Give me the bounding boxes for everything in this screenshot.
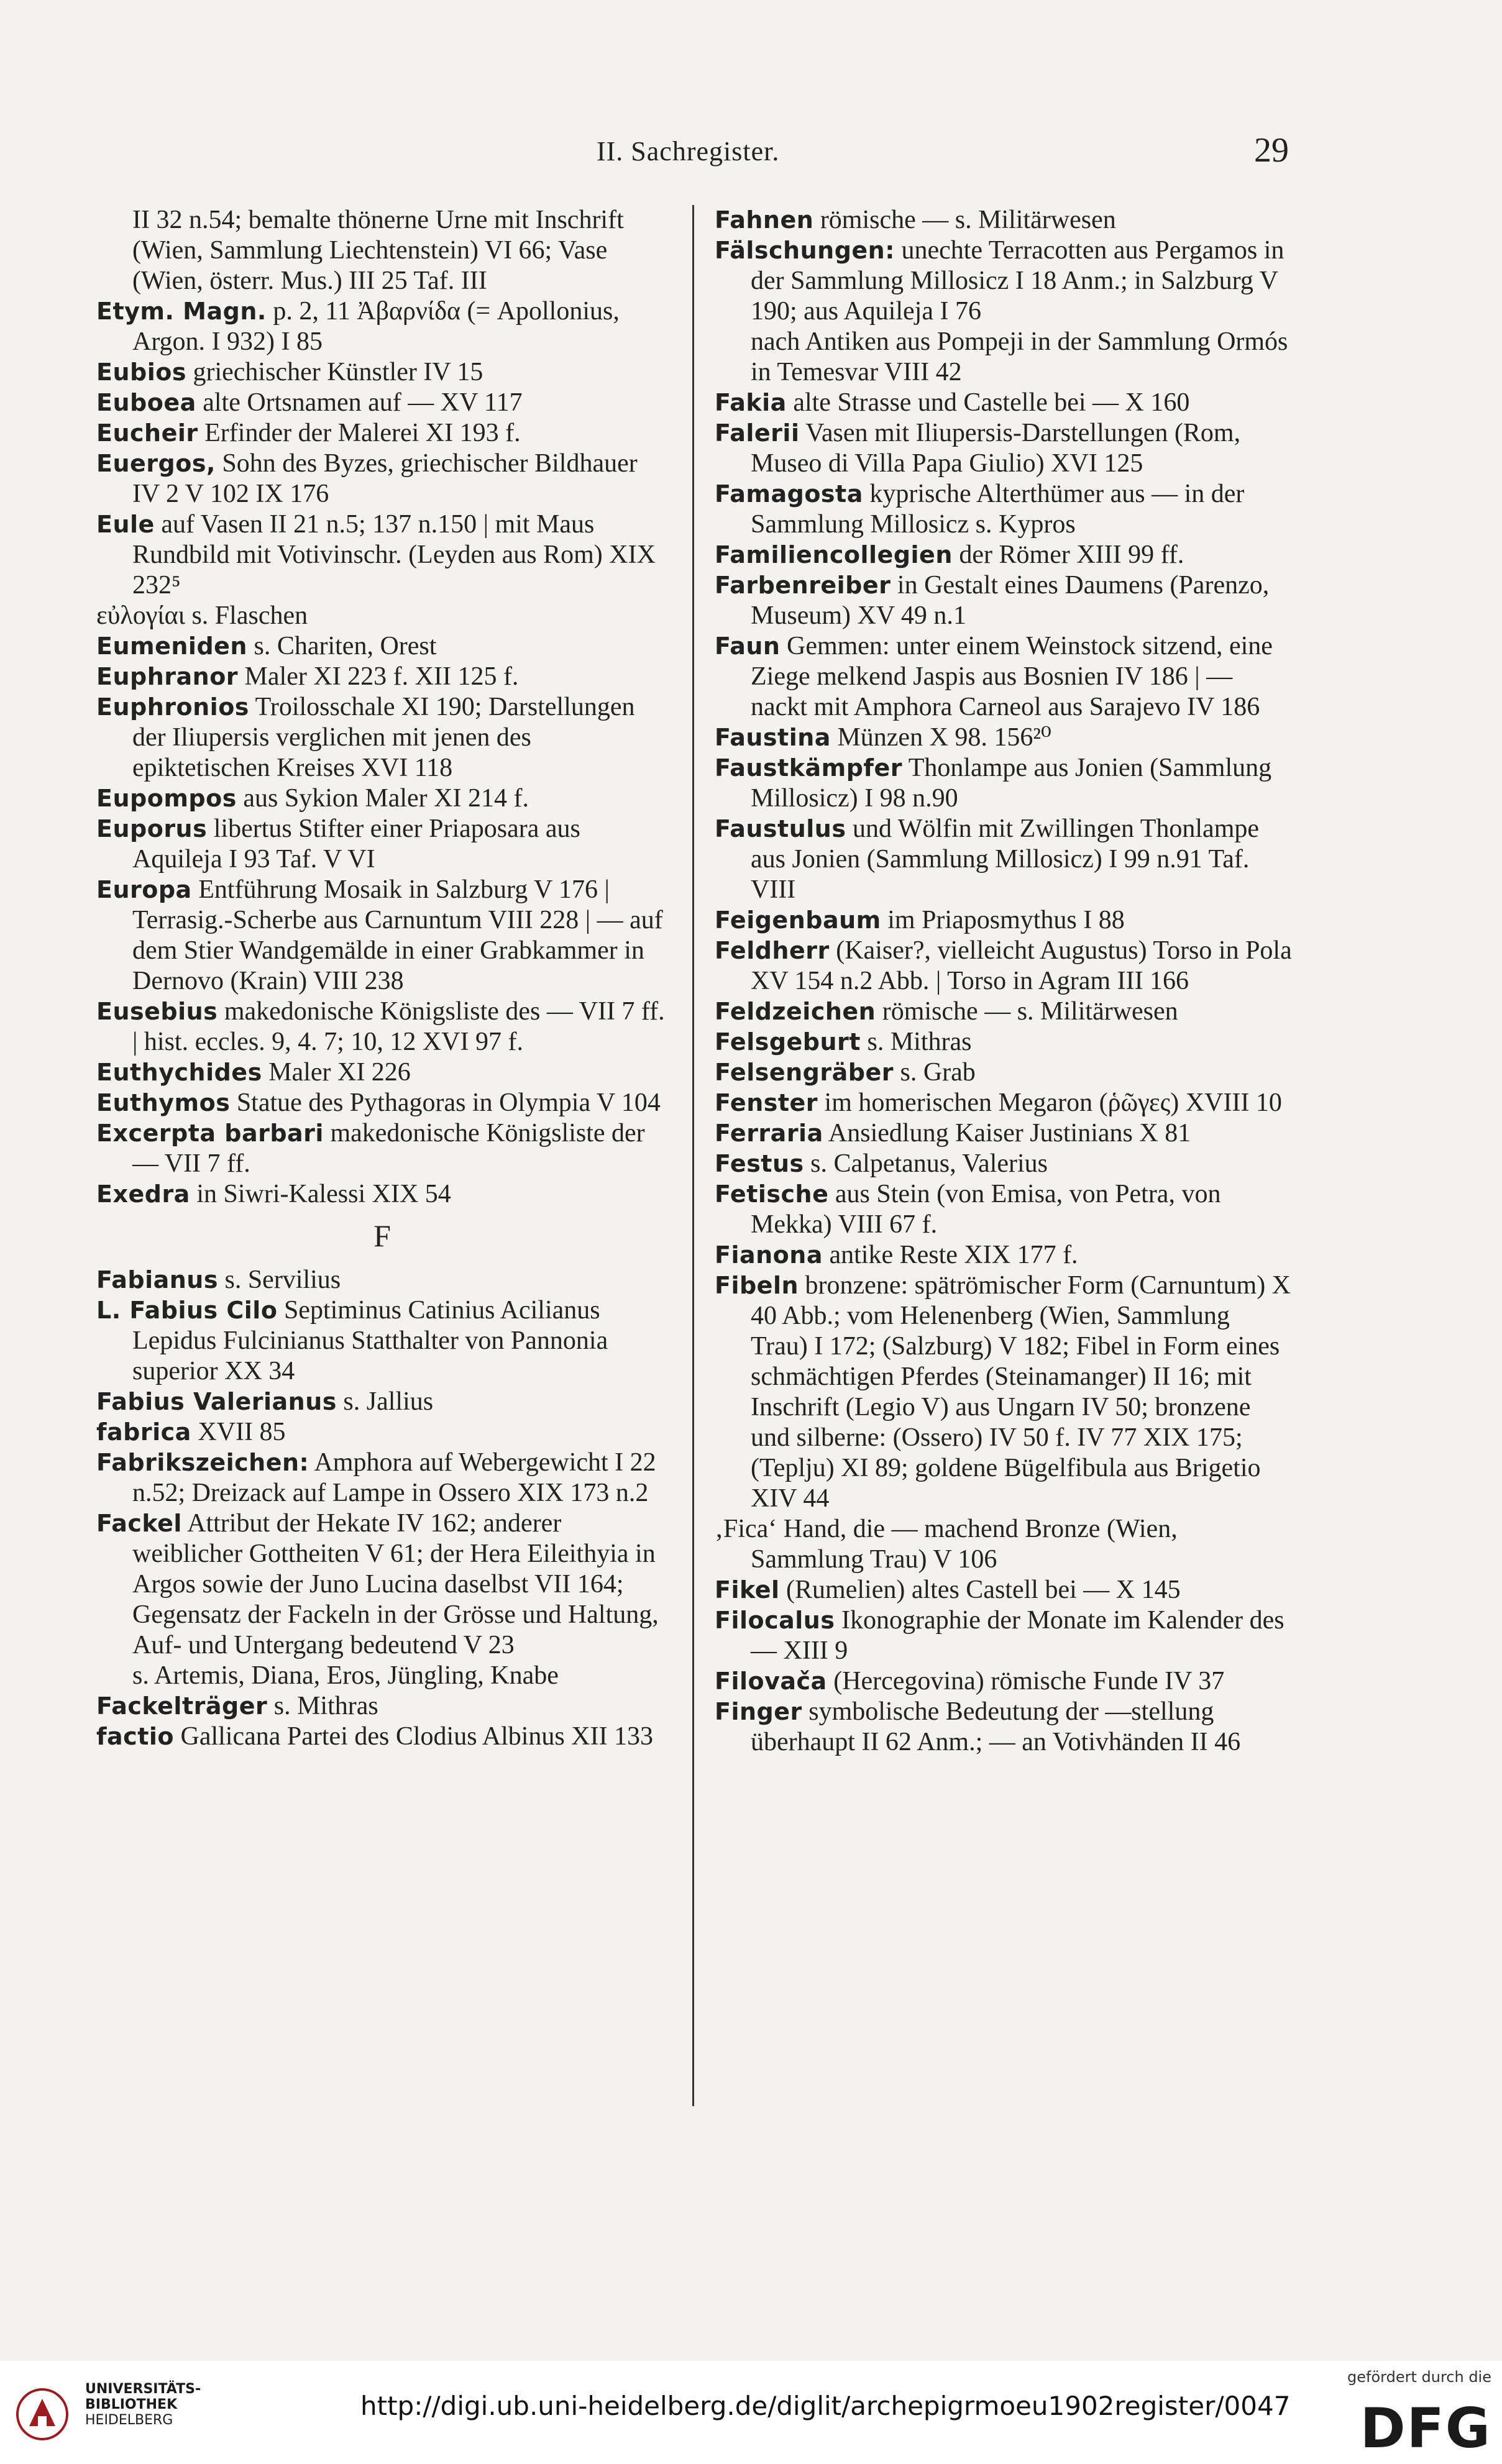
entry-headword: Felsengräber	[715, 1059, 894, 1086]
entry-references: Septiminus Catinius Acilianus Lepidus Fulcinianus Statthalter von Pannonia superior XX 34	[132, 1296, 608, 1385]
entry-headword: Faustulus	[715, 815, 846, 842]
entry-references: und Wölfin mit Zwillingen Thonlampe aus Jonien (Sammlung Millosicz) I 99 n.91 Taf. VIII	[751, 814, 1260, 904]
entry-references: alte Ortsnamen auf — XV 117	[203, 388, 523, 417]
column-divider	[692, 205, 694, 2106]
entry-headword: Fackel	[96, 1510, 182, 1537]
entry-headword: Feldzeichen	[715, 998, 876, 1025]
index-entry	[96, 631, 668, 662]
entry-references: makedonische Königsliste der — VII 7 ff.	[132, 1119, 645, 1178]
index-entry	[715, 1514, 1293, 1575]
index-entry	[715, 905, 1293, 936]
index-entry	[96, 1387, 668, 1417]
entry-references: griechischer Künstler IV 15	[193, 358, 483, 386]
entry-headword: fabrica	[96, 1418, 191, 1446]
entry-headword: Filocalus	[715, 1607, 835, 1634]
entry-references: Gallicana Partei des Clodius Albinus XII 133	[180, 1722, 654, 1751]
entry-headword: Euboea	[96, 389, 196, 416]
index-entry	[96, 1691, 668, 1722]
entry-references: s. Grab	[900, 1058, 976, 1087]
entry-references: II 32 n.54; bemalte thönerne Urne mit Inschrift (Wien, Sammlung Liechtenstein) VI 66; Vase (Wien, österr. Mus.) III 25 Taf. III	[132, 206, 624, 295]
entry-headword: Fenster	[715, 1089, 818, 1116]
index-entry	[715, 1575, 1293, 1605]
entry-references: Münzen X 98. 156²⁰	[837, 723, 1051, 752]
entry-references: in Siwri-Kalessi XIX 54	[196, 1180, 451, 1208]
entry-headword: Feigenbaum	[715, 906, 881, 934]
entry-headword: Eucheir	[96, 419, 198, 447]
entry-headword: Felsgeburt	[715, 1028, 861, 1056]
index-entry	[715, 997, 1293, 1027]
entry-references: s. Mithras	[867, 1028, 972, 1056]
index-entry	[96, 1118, 668, 1179]
index-entry	[96, 662, 668, 692]
entry-references: nach Antiken aus Pompeji in der Sammlung Ormós in Temesvar VIII 42	[751, 327, 1288, 386]
index-entry	[715, 1605, 1293, 1666]
entry-references: p. 2, 11 Ἀβαρνίδα (= Apollonius, Argon. I 932) I 85	[132, 297, 620, 356]
index-entry	[715, 1057, 1293, 1088]
entry-references: Thonlampe aus Jonien (Sammlung Millosicz) I 98 n.90	[751, 754, 1272, 813]
index-entry	[715, 205, 1293, 235]
index-entry	[715, 814, 1293, 905]
entry-headword: Fibeln	[715, 1272, 799, 1299]
index-entry	[715, 1179, 1293, 1240]
entry-references: s. Chariten, Orest	[254, 632, 437, 660]
entry-headword: Fabrikszeichen:	[96, 1449, 309, 1476]
entry-headword: Fälschungen:	[715, 237, 895, 264]
entry-references: (Kaiser?, vielleicht Augustus) Torso in Pola XV 154 n.2 Abb. | Torso in Agram III 166	[751, 936, 1292, 995]
index-entry	[715, 479, 1293, 540]
entry-references: XVII 85	[198, 1418, 286, 1446]
entry-references: (Hercegovina) römische Funde IV 37	[833, 1667, 1225, 1695]
index-entry	[715, 327, 1293, 388]
index-entry	[715, 570, 1293, 631]
funded-by-label: gefördert durch die	[1347, 2368, 1491, 2386]
entry-headword: Euphranor	[96, 663, 239, 690]
index-entry	[715, 1149, 1293, 1179]
entry-references: s. Mithras	[273, 1692, 378, 1720]
index-entry	[715, 1027, 1293, 1057]
entry-references: Ansiedlung Kaiser Justinians X 81	[828, 1119, 1191, 1148]
entry-references: in Gestalt eines Daumens (Parenzo, Museum) XV 49 n.1	[751, 571, 1270, 630]
entry-references: s. Jallius	[343, 1387, 434, 1416]
entry-headword: Eumeniden	[96, 632, 247, 660]
entry-references: Troilosschale XI 190; Darstellungen der Iliupersis verglichen mit jenen des epiktetischen Kreises XVI 118	[132, 693, 635, 782]
entry-headword: Excerpta barbari	[96, 1120, 324, 1147]
entry-references: Vasen mit Iliupersis-Darstellungen (Rom, Museo di Villa Papa Giulio) XVI 125	[751, 419, 1241, 478]
page-number: 29	[1254, 131, 1289, 170]
index-entry	[96, 1417, 668, 1448]
entry-headword: Fakia	[715, 389, 787, 416]
index-entry	[96, 1508, 668, 1661]
institution-name	[85, 2381, 201, 2428]
entry-references: Sohn des Byzes, griechischer Bildhauer IV 2 V 102 IX 176	[132, 449, 638, 508]
index-entry	[96, 388, 668, 418]
entry-headword: Feldherr	[715, 937, 830, 964]
entry-references: aus Stein (von Emisa, von Petra, von Mekka) VIII 67 f.	[751, 1180, 1221, 1239]
entry-references: s. Servilius	[224, 1266, 341, 1294]
index-entry	[96, 205, 668, 296]
digitization-footer	[0, 2361, 1502, 2464]
index-entry	[96, 814, 668, 875]
index-entry	[715, 723, 1293, 753]
entry-headword: Euthychides	[96, 1059, 262, 1086]
entry-references: kyprische Alterthümer aus — in der Sammlung Millosicz s. Kypros	[751, 480, 1245, 539]
entry-headword: factio	[96, 1723, 174, 1750]
entry-references: Maler XI 223 f. XII 125 f.	[244, 662, 519, 691]
entry-references: ‚Fica‘ Hand, die — machend Bronze (Wien, Sammlung Trau) V 106	[715, 1515, 1178, 1574]
entry-headword: Euphronios	[96, 693, 249, 721]
index-entry	[715, 235, 1293, 327]
entry-headword: Falerii	[715, 419, 800, 447]
entry-headword: Faun	[715, 632, 781, 660]
entry-headword: Eupompos	[96, 785, 237, 812]
index-column-left	[96, 205, 668, 1752]
index-entry	[96, 1661, 668, 1691]
dfg-funding-logo[interactable]	[1317, 2368, 1491, 2460]
institution-line: BIBLIOTHEK	[85, 2397, 178, 2412]
entry-references: aus Sykion Maler XI 214 f.	[243, 784, 529, 813]
entry-references: Ikonographie der Monate im Kalender des — XIII 9	[751, 1606, 1284, 1665]
entry-headword: Fikel	[715, 1576, 780, 1604]
entry-headword: Euporus	[96, 815, 208, 842]
entry-headword: Famagosta	[715, 480, 863, 508]
index-entry	[715, 1271, 1293, 1514]
entry-references: Amphora auf Webergewicht I 22 n.52; Dreizack auf Lampe in Ossero XIX 173 n.2	[132, 1448, 656, 1507]
index-entry	[715, 1088, 1293, 1118]
entry-references: Statue des Pythagoras in Olympia V 104	[236, 1088, 661, 1117]
index-entry	[96, 357, 668, 388]
entry-headword: Europa	[96, 876, 192, 903]
running-head: II. Sachregister.	[597, 136, 780, 167]
entry-headword: Festus	[715, 1150, 804, 1177]
index-entry	[96, 296, 668, 357]
entry-headword: Faustkämpfer	[715, 754, 902, 782]
index-entry	[715, 540, 1293, 570]
entry-references: s. Calpetanus, Valerius	[810, 1149, 1048, 1178]
institution-line: UNIVERSITÄTS-	[85, 2381, 201, 2397]
entry-headword: Fianona	[715, 1241, 823, 1269]
index-entry	[96, 783, 668, 814]
index-entry	[96, 449, 668, 509]
index-entry	[715, 936, 1293, 997]
entry-headword: Exedra	[96, 1180, 190, 1208]
entry-references: εὐλογίαι s. Flaschen	[96, 601, 308, 630]
index-entry	[96, 692, 668, 783]
entry-references: bronzene: spätrömischer Form (Carnuntum) X 40 Abb.; vom Helenenberg (Wien, Sammlung Trau) I 172; (Salzburg) V 182; Fibel in Form eines schmächtigen Pferdes (Steinamanger) II 16; mit Inschrift (Legio V) aus Ungarn IV 50; bronzene und silberne: (Ossero) IV 50 f. IV 77 XIX 175; (Teplju) XI 89; goldene Bügelfibula aus Brigetio XIV 44	[751, 1271, 1291, 1513]
entry-headword: Fabianus	[96, 1266, 218, 1294]
index-entry	[96, 1057, 668, 1088]
entry-headword: Filovača	[715, 1668, 827, 1695]
entry-references: (Rumelien) altes Castell bei — X 145	[786, 1576, 1181, 1604]
index-entry	[715, 1666, 1293, 1697]
entry-references: unechte Terracotten aus Pergamos in der Sammlung Millosicz I 18 Anm.; in Salzburg V 190; aus Aquileja I 76	[751, 236, 1284, 326]
index-entry	[96, 1448, 668, 1508]
entry-headword: Eubios	[96, 358, 186, 386]
entry-references: makedonische Königsliste des — VII 7 ff. | hist. eccles. 9, 4. 7; 10, 12 XVI 97 f.	[132, 997, 665, 1056]
entry-headword: Fetische	[715, 1180, 829, 1208]
index-entry	[715, 753, 1293, 814]
entry-headword: L. Fabius Cilo	[96, 1297, 278, 1324]
entry-references: im Priaposmythus I 88	[887, 906, 1125, 934]
index-entry	[715, 418, 1293, 479]
index-entry	[96, 1265, 668, 1295]
index-entry	[715, 1118, 1293, 1149]
index-entry	[715, 1697, 1293, 1758]
entry-references: antike Reste XIX 177 f.	[829, 1241, 1078, 1269]
entry-headword: Etym. Magn.	[96, 298, 267, 325]
entry-headword: Fabius Valerianus	[96, 1388, 337, 1415]
entry-headword: Farbenreiber	[715, 572, 891, 599]
page-header	[0, 130, 1502, 174]
dfg-logo-icon: DFG	[1360, 2396, 1491, 2460]
entry-references: symbolische Bedeutung der —stellung überhaupt II 62 Anm.; — an Votivhänden II 46	[751, 1697, 1241, 1756]
entry-references: libertus Stifter einer Priaposara aus Aquileja I 93 Taf. V VI	[132, 814, 580, 874]
entry-headword: Euthymos	[96, 1089, 231, 1116]
entry-headword: Ferraria	[715, 1120, 823, 1147]
entry-headword: Familiencollegien	[715, 541, 953, 568]
index-entry	[715, 388, 1293, 418]
entry-references: Erfinder der Malerei XI 193 f.	[204, 419, 521, 447]
section-letter: F	[373, 1218, 391, 1253]
entry-headword: Fahnen	[715, 206, 814, 234]
entry-references: der Römer XIII 99 ff.	[959, 541, 1184, 569]
permalink-url[interactable]: http://digi.ub.uni-heidelberg.de/diglit/archepigrmoeu1902register/0047	[360, 2391, 1291, 2421]
entry-references: im homerischen Megaron (ῥῶγες) XVIII 10	[824, 1088, 1282, 1117]
index-column-right	[715, 205, 1293, 1758]
index-entry	[96, 1179, 668, 1210]
university-library-logo[interactable]	[16, 2376, 202, 2445]
entry-references: Maler XI 226	[268, 1058, 411, 1087]
heidelberg-seal-icon	[16, 2388, 69, 2441]
entry-references: Gemmen: unter einem Weinstock sitzend, eine Ziege melkend Jaspis aus Bosnien IV 186 | — nackt mit Amphora Carneol aus Sarajevo IV 186	[751, 632, 1273, 721]
entry-references: alte Strasse und Castelle bei — X 160	[793, 388, 1190, 417]
index-entry	[96, 509, 668, 601]
index-entry	[96, 875, 668, 997]
entry-headword: Eule	[96, 511, 155, 538]
entry-references: Attribut der Hekate IV 162; anderer weiblicher Gottheiten V 61; der Hera Eileithyia in Argos sowie der Juno Lucina daselbst VII 164; Gegensatz der Fackeln in der Grösse und Haltung, Auf- und Untergang bedeutend V 23	[132, 1509, 659, 1659]
index-entry	[96, 1722, 668, 1752]
index-entry	[96, 1088, 668, 1118]
index-entry	[96, 1295, 668, 1387]
institution-line: HEIDELBERG	[85, 2412, 173, 2428]
index-entry	[715, 631, 1293, 723]
entry-references: römische — s. Militärwesen	[882, 997, 1178, 1026]
index-entry	[96, 997, 668, 1057]
entry-headword: Faustina	[715, 724, 831, 751]
entry-headword: Eusebius	[96, 998, 218, 1025]
entry-references: Entführung Mosaik in Salzburg V 176 | Terrasig.-Scherbe aus Carnuntum VIII 228 | — auf dem Stier Wandgemälde in einer Grabkammer in Dernovo (Krain) VIII 238	[132, 875, 663, 995]
index-entry	[715, 1240, 1293, 1271]
entry-references: auf Vasen II 21 n.5; 137 n.150 | mit Maus Rundbild mit Votivinschr. (Leyden aus Rom) XIX 232⁵	[132, 510, 656, 600]
entry-headword: Fackelträger	[96, 1692, 268, 1720]
entry-headword: Euergos,	[96, 450, 216, 477]
index-entry	[96, 418, 668, 449]
entry-headword: Finger	[715, 1698, 802, 1725]
entry-references: s. Artemis, Diana, Eros, Jüngling, Knabe	[132, 1661, 559, 1690]
index-entry	[96, 601, 668, 631]
entry-references: römische — s. Militärwesen	[820, 206, 1116, 234]
